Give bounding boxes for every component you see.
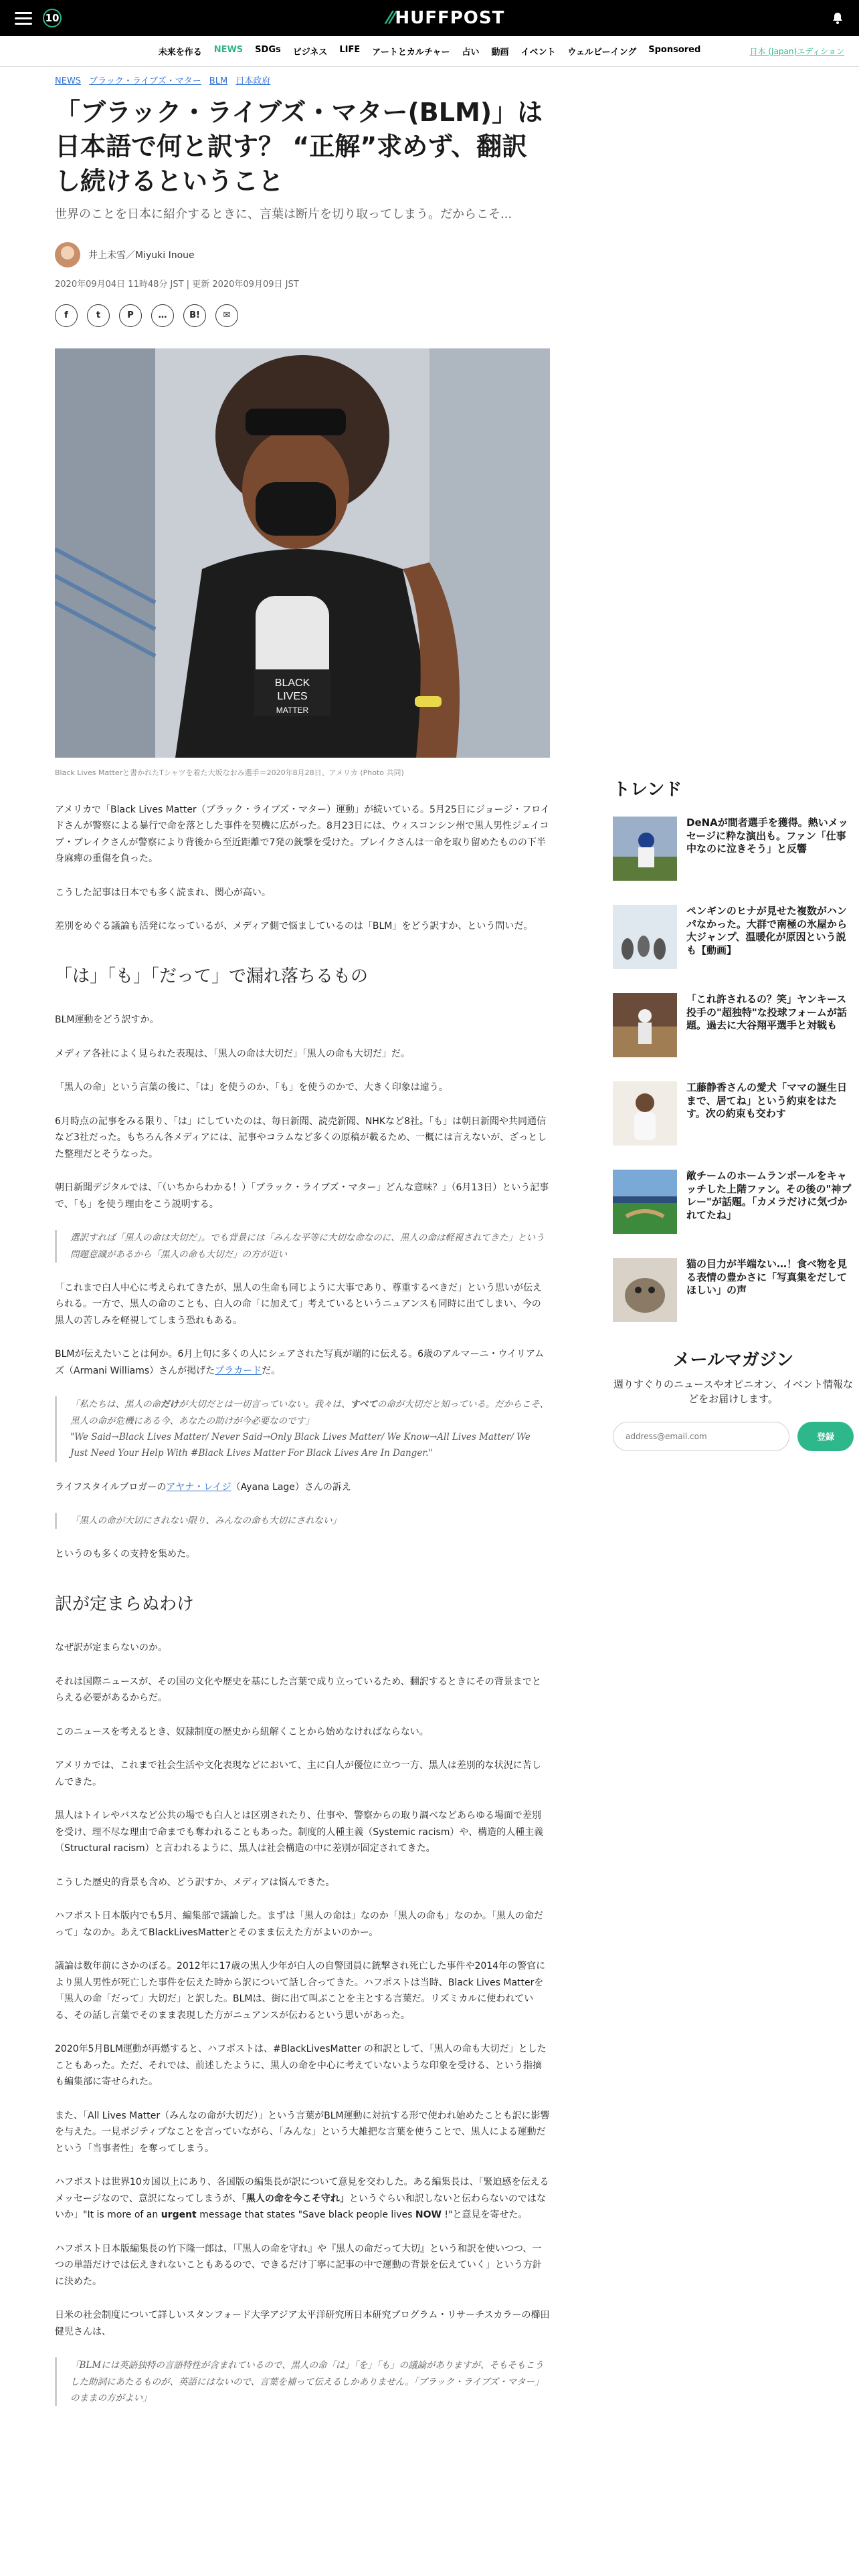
quote-ja-emphasis: すべて [350, 1399, 377, 1410]
line-share-icon[interactable]: … [151, 304, 174, 327]
quote-en: "We Said→Black Lives Matter/ Never Said→Only Black Lives Matter/ We Know→All Lives Matter/ We Just Need Your Help With #Black Lives Matter For Black Lives Are In Danger." [70, 1432, 531, 1459]
trend-title: トレンド [613, 780, 682, 800]
pinterest-share-icon[interactable]: P [119, 304, 142, 327]
nav-item-sponsored[interactable]: Sponsored [648, 45, 701, 55]
paragraph-emphasis: urgent [161, 2210, 197, 2221]
paragraph: 差別をめぐる議論も活発になっているが、メディア側で悩ましているのは「BLM」をどう訳すか、という問いだ。 [55, 921, 533, 932]
trend-thumbnail[interactable] [613, 1258, 677, 1322]
paragraph: というのも多くの支持を集めた。 [55, 1549, 195, 1560]
paragraph-text: message that states "Save black people lives [196, 2210, 415, 2221]
quote-ja-emphasis: だけ [161, 1399, 179, 1410]
paragraph: 日米の社会制度について詳しいスタンフォード大学アジア太平洋研究所日本研究プログラム・リサーチスカラーの櫛田健児さんは、 [55, 2310, 550, 2337]
author-block [55, 242, 550, 267]
email-share-icon[interactable]: ✉ [215, 304, 238, 327]
trend-headline[interactable]: 工藤静香さんの愛犬「ママの誕生日まで、居てね」という約束をはたす。次の約束も交わす [686, 1081, 848, 1119]
paragraph: 「黒人の命」という言葉の後に、「は」を使うのか、「も」を使うのかで、大きく印象は違う。 [55, 1082, 448, 1093]
paragraph: アメリカで「Black Lives Matter（ブラック・ライブズ・マター）運動」が続いている。5月25日にジョージ・フロイドさんが警察による暴行で命を落とした事件を契機に広がった。8月23日には、ウィスコンシン州で黒人男性ジェイコブ・ブレイクさんが警察により背後から至近距離で7発の銃撃を受けた。ブレイクさんは一命を取り留めたものの下半身麻痺の重傷を負った。 [55, 804, 550, 865]
blockquote: 「BLMには英語独特の言語特性が含まれているので、黒人の命「は」「を」「も」の議論がありますが、そもそもこうした助詞にあたるものが、英語にはないので、言葉を補って伝えるしかありません。「ブラック・ライブズ・マター」のままの方がよい」 [55, 2357, 550, 2406]
paragraph-emphasis: NOW [415, 2210, 442, 2221]
facebook-share-icon[interactable]: f [55, 304, 78, 327]
bell-icon[interactable] [831, 11, 844, 25]
nav-item-wellbeing[interactable]: ウェルビーイング [567, 47, 637, 58]
paragraph: 「これまで白人中心に考えられてきたが、黒人の生命も同じように大事であり、尊重するべきだ」という思いが伝えられる。一方で、黒人の命のことも、白人の命「に加えて」考えているというニュアンスも同時に出てしまい、今の黒人の苦しみを軽視してしまう恐れもある。 [55, 1282, 542, 1326]
paragraph: それは国際ニュースが、その国の文化や歴史を基にした言葉で成り立っているため、翻訳するときにその背景までとらえる必要があるからだ。 [55, 1676, 541, 1704]
section-heading-2: 訳が定まらぬわけ [55, 1594, 195, 1614]
trend-thumbnail[interactable] [613, 1081, 677, 1146]
shirt-text-3: MATTER [276, 705, 309, 715]
newsletter-title: メールマガジン [672, 1350, 794, 1370]
nav-item-event[interactable]: イベント [520, 47, 556, 58]
trend-thumbnail[interactable] [613, 1170, 677, 1234]
paragraph: なぜ訳が定まらないのか。 [55, 1642, 167, 1654]
subscribe-button[interactable]: 登録 [797, 1422, 854, 1451]
trend-item[interactable] [613, 1170, 854, 1237]
paragraph: 朝日新聞デジタルでは、「（いちからわかる！）「ブラック・ライブズ・マター」どんな意味？」（6月13日）という記事で、「も」を使う理由をこう説明する。 [55, 1182, 549, 1210]
blogger-pre: ライフスタイルブロガーの [55, 1481, 167, 1493]
trend-headline[interactable]: 猫の目力が半端ない…！食べ物を見る表情の豊かさに「写真集をだしてほしい」の声 [686, 1258, 848, 1296]
paragraph-text: というぐらい和訳しないと伝わらないのではないか」"It is more of an [55, 2193, 546, 2221]
paragraph-end: だ。 [262, 1365, 281, 1376]
paragraph-text: BLMが伝えたいことは何か。6月上旬に多くの人にシェアされた写真が端的に伝える。6歳のアルマーニ・ウイリアムズ（Armani Williams）さんが掲げた [55, 1349, 545, 1376]
menu-icon[interactable] [15, 12, 32, 25]
caption-credit: (Photo 共同) [360, 768, 404, 777]
trend-headline[interactable]: ペンギンのヒナが見せた複数がハンパなかった。大群で南極の氷屋から大ジャンプ、温暖化が原因という説も【動画】 [686, 905, 848, 956]
breadcrumb [55, 74, 550, 86]
trend-thumbnail[interactable] [613, 817, 677, 881]
blockquote-placard [55, 1396, 550, 1461]
paragraph: こうした歴史的背景も含め、どう訳すか、メディアは悩んできた。 [55, 1876, 335, 1888]
quote-ja-part: 「私たちは、黒人の命 [70, 1399, 161, 1410]
trend-item[interactable] [613, 817, 854, 883]
paragraph: また、「All Lives Matter（みんなの命が大切だ）」という言葉がBLM運動に対抗する形で使われ始めたことも訳に影響を与えた。一見ポジティブなことを言っていながら、「みんな」という大雑把な言葉を使うことで、黒人による運動だという「当事者性」を奪ってしまう。 [55, 2110, 550, 2154]
trend-item[interactable] [613, 905, 854, 972]
paragraph: このニュースを考えるとき、奴隷制度の歴史から紐解くことから始めなければならない。 [55, 1726, 429, 1737]
shirt-text-2: LIVES [277, 690, 308, 702]
nav-item-sdgs[interactable]: SDGs [255, 45, 281, 55]
blockquote: 選訳すれば「黒人の命は大切だ」。でも背景には「みんな平等に大切な命なのに、黒人の命は軽視されてきた」という問題意識があるから「黒人の命も大切だ」の方が近い [55, 1230, 550, 1263]
trend-headline[interactable]: 敵チームのホームランボールをキャッチした上階ファン。その後の"神プレー"が話題。「カメラだけに気づかれてたね」 [686, 1170, 852, 1221]
trend-thumbnail[interactable] [613, 993, 677, 1057]
paragraph: ハフポスト日本版内でも5月、編集部で議論した。まずは「黒人の命は」なのか「黒人の命も」なのか。「黒人の命だって」なのか。あえてBlackLivesMatterとそのまま伝えた方がよいのかー。 [55, 1911, 543, 1938]
top-bar [0, 0, 859, 36]
caption-text: Black Lives Matterと書かれたTシャツを着た大坂なおみ選手＝2020年8月28日、アメリカ [55, 768, 358, 777]
photo-caption [55, 767, 550, 778]
brand-name: HUFFPOST [395, 8, 505, 28]
nav-item-news[interactable]: NEWS [213, 45, 244, 55]
trend-item[interactable] [613, 1081, 854, 1148]
placard-link[interactable]: プラカード [215, 1365, 262, 1376]
breadcrumb-govt[interactable]: 日本政府 [235, 76, 271, 86]
newsletter-desc: 週りすぐりのニュースやオピニオン、イベント情報などをお届けします。 [613, 1378, 854, 1405]
paragraph-emphasis: 「黒人の命を今こそ守れ」 [241, 2193, 349, 2204]
sidebar [613, 776, 854, 1451]
paragraph: 黒人はトイレやバスなど公共の場でも白人とは区別されたり、仕事や、警察からの取り調べなどあらゆる場面で差別を受け、理不尽な理由で命までも奪われることもあった。制度的人種主義（Systemic racism）や、構造的人種主義（Structural racism）と言われるように、黒人は社会構造の中に差別が固定されてきた。 [55, 1810, 544, 1854]
article [55, 67, 550, 2424]
top-bar-left [15, 9, 62, 27]
article-title: 「ブラック・ライブズ・マター(BLM)」は日本語で何と訳す？ “正解”求めず、翻訳し続けるということ [55, 98, 543, 196]
paragraph-text: ハフポストは世界10カ国以上にあり、各国版の編集長が訳について意見を交わした。ある編集長は、「緊迫感を伝えるメッセージなので、意訳になってしまうが、 [55, 2177, 549, 2204]
quote-ja-part: が大切だとは一切言っていない。我々は、 [179, 1399, 351, 1410]
trend-headline[interactable]: 「これ許されるの？笑」ヤンキース投手の"超独特"な投球フォームが話題。過去に大谷翔平選手と対戦も [686, 993, 847, 1031]
nav-item-life[interactable]: LIFE [339, 45, 361, 55]
paragraph [55, 2174, 550, 2224]
paragraph [55, 1479, 550, 1496]
quote-ja-part: の命が大切だと知っている。だからこそ、黒人の命が危機にある今、あなたの助けが今必要なのです」 [70, 1399, 549, 1426]
anniversary-logo[interactable]: 10 [43, 9, 62, 27]
section-nav [0, 36, 859, 67]
trend-thumbnail[interactable] [613, 905, 677, 969]
nav-item-fortune[interactable]: 占い [462, 47, 480, 58]
paragraph: アメリカでは、これまで社会生活や文化表現などにおいて、主に白人が優位に立つ一方、黒人は差別的な状況に苦しんできた。 [55, 1760, 541, 1788]
brand-logo[interactable]: ⁄⁄HUFFPOST [387, 8, 505, 28]
author-avatar[interactable] [55, 242, 80, 267]
shirt-text-1: BLACK [274, 677, 310, 689]
paragraph: メディア各社によく見られた表現は、「黒人の命は大切だ」「黒人の命も大切だ」だ。 [55, 1048, 410, 1059]
breadcrumb-blm-ja[interactable]: ブラック・ライブズ・マター [89, 76, 201, 86]
twitter-share-icon[interactable]: t [87, 304, 110, 327]
article-dates: 2020年09月04日 11時48分 JST | 更新 2020年09月09日 JST [55, 279, 299, 290]
paragraph-text: !"と意見を寄せた。 [441, 2210, 528, 2221]
nav-item-mirai[interactable]: 未来を作る [158, 47, 202, 58]
nav-item-art[interactable]: アートとカルチャー [372, 47, 450, 58]
email-field[interactable] [613, 1422, 789, 1451]
breadcrumb-news[interactable]: NEWS [55, 76, 82, 86]
paragraph: 6月時点の記事をみる限り、「は」にしていたのは、毎日新聞、読売新聞、NHKなど8社。「も」は朝日新聞や共同通信など3社だった。もちろん各メディアには、記事やコラムなど多くの原稿が載るため、一概には言えないが、ざっとした整理だとそうなった。 [55, 1115, 547, 1160]
share-bar [55, 304, 550, 327]
paragraph: 2020年5月BLM運動が再燃すると、ハフポストは、#BlackLivesMatter の和訳として、「黒人の命も大切だ」としたこともあった。ただ、それでは、前述したように、黒人の命を中心に考えていないような印象を受ける、という指摘も編集部に寄せられた。 [55, 2044, 547, 2088]
edition-link[interactable]: 日本 (Japan)エディション [749, 47, 844, 56]
breadcrumb-blm[interactable]: BLM [209, 76, 228, 86]
paragraph: BLM運動をどう訳すか。 [55, 1014, 159, 1026]
trend-headline[interactable]: DeNAが間者選手を獲得。熱いメッセージに粋な演出も。ファン「仕事中なのに泣きそう」と反響 [686, 817, 848, 855]
lead-photo-illustration [55, 348, 550, 758]
blogger-link[interactable]: アヤナ・レイジ [166, 1481, 231, 1493]
lead-photo [55, 348, 550, 758]
paragraph: 議論は数年前にさかのぼる。2012年に17歳の黒人少年が白人の自警団員に銃撃され死亡した事件や2014年の警官により黒人男性が死亡した事件を伝えた時から訳について話し合ってきた。ハフポストは当時、Black Lives Matterを「黒人の命「だって」大切だ」と訳した。BLMは、街に出て叫ぶことを主とする言葉だ。リズミカルに使われている、その話し言葉でそのまま表現した方がニュアンスが伝わるという思いがあった。 [55, 1961, 546, 2021]
nav-item-business[interactable]: ビジネス [292, 47, 328, 58]
author-name[interactable]: 井上未雪／Miyuki Inoue [88, 249, 195, 261]
hatena-share-icon[interactable]: B! [183, 304, 206, 327]
trend-item[interactable] [613, 1258, 854, 1325]
paragraph: ハフポスト日本版編集長の竹下隆一郎は、「『黒人の命を守れ』や『黒人の命だって大切』という和訳を使いつつ、一つの単語だけでは伝えきれないこともあるので、できるだけ丁寧に記事の中で運動の背景を伝えていく」という方針に決めた。 [55, 2243, 542, 2287]
article-body [55, 802, 550, 2406]
newsletter-box [613, 1346, 854, 1451]
newsletter-form [613, 1422, 854, 1451]
blogger-post: （Ayana Lage）さんの訴え [231, 1481, 351, 1493]
section-heading-1: 「は」「も」「だって」で漏れ落ちるもの [55, 966, 369, 986]
article-lede: 世界のことを日本に紹介するときに、言葉は断片を切り取ってしまう。だからこそ... [55, 207, 512, 221]
trend-item[interactable] [613, 993, 854, 1060]
paragraph: こうした記事は日本でも多く読まれ、関心が高い。 [55, 887, 271, 898]
blockquote: 「黒人の命が大切にされない限り、みんなの命も大切にされない」 [55, 1513, 550, 1529]
quote-ja [70, 1396, 550, 1429]
nav-item-video[interactable]: 動画 [491, 47, 509, 58]
paragraph [55, 1346, 550, 1379]
nav-items [159, 45, 701, 58]
